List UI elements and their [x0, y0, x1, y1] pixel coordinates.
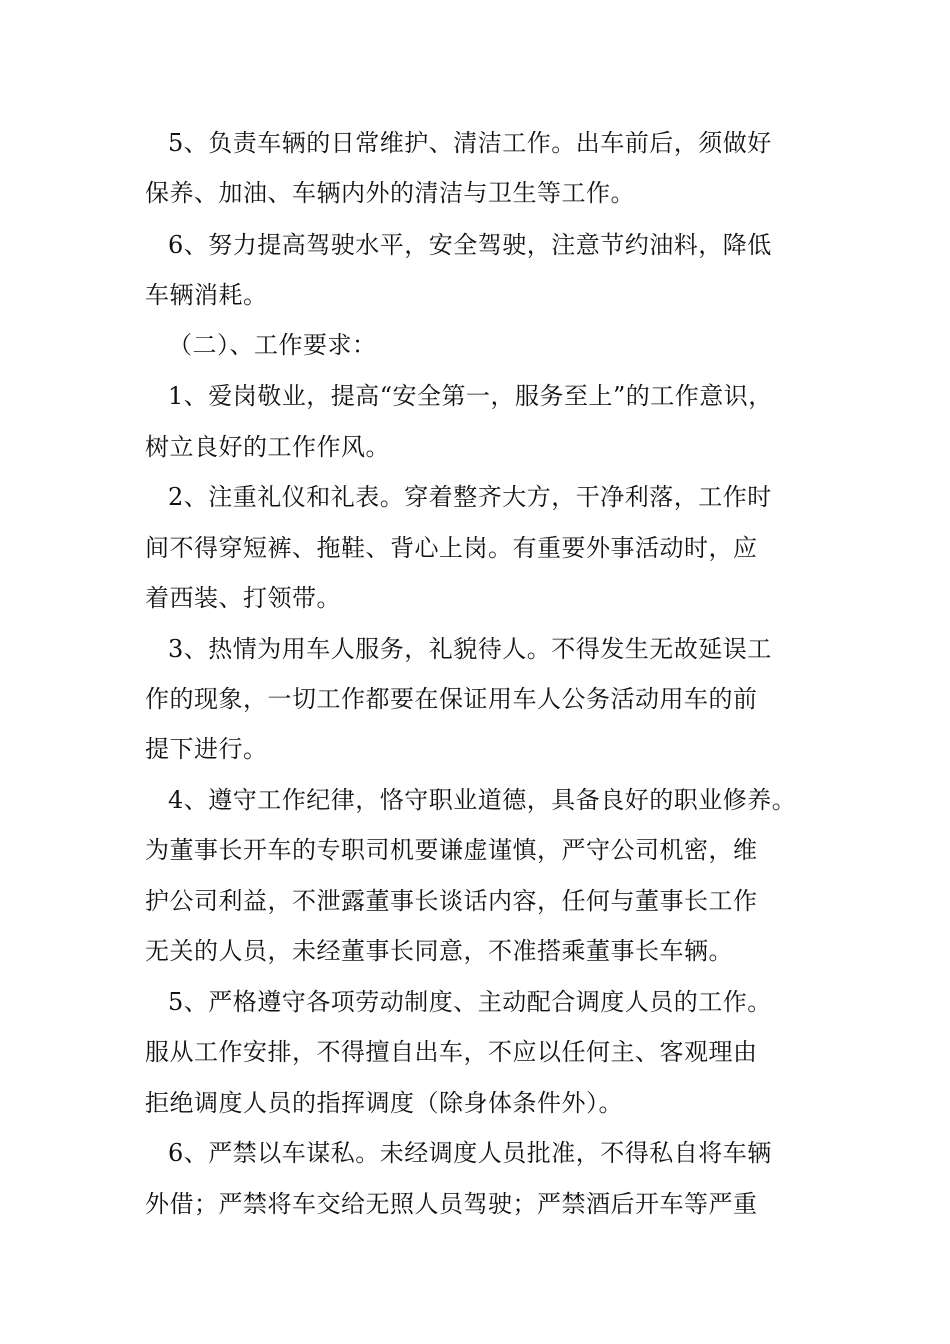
text-line: 5、严格遵守各项劳动制度、主动配合调度人员的工作。	[168, 988, 772, 1016]
text-line: 4、遵守工作纪律，恪守职业道德，具备良好的职业修养。	[168, 786, 797, 814]
text-line: 3、热情为用车人服务，礼貌待人。不得发生无故延误工	[168, 635, 772, 663]
text-line: 车辆消耗。	[145, 281, 268, 309]
text-line: 护公司利益，不泄露董事长谈话内容，任何与董事长工作	[145, 887, 758, 915]
text-line: 拒绝调度人员的指挥调度（除身体条件外）。	[145, 1089, 623, 1117]
text-line: 2、注重礼仪和礼表。穿着整齐大方，干净利落，工作时	[168, 483, 772, 511]
text-line: 5、负责车辆的日常维护、清洁工作。出车前后，须做好	[168, 129, 772, 157]
text-line: 树立良好的工作作风。	[145, 433, 390, 461]
text-line: 6、努力提高驾驶水平，安全驾驶，注意节约油料，降低	[168, 231, 772, 259]
text-line: 保养、加油、车辆内外的清洁与卫生等工作。	[145, 179, 635, 207]
text-line: 1、爱岗敬业，提高“安全第一，服务至上”的工作意识，	[168, 382, 773, 410]
text-line: 着西装、打领带。	[145, 584, 341, 612]
text-line: 为董事长开车的专职司机要谦虚谨慎，严守公司机密，维	[145, 836, 758, 864]
text-line: 外借；严禁将车交给无照人员驾驶；严禁酒后开车等严重	[145, 1190, 758, 1218]
text-line: 间不得穿短裤、拖鞋、背心上岗。有重要外事活动时，应	[145, 534, 758, 562]
text-line: 提下进行。	[145, 735, 268, 763]
text-line: 服从工作安排，不得擅自出车，不应以任何主、客观理由	[145, 1038, 758, 1066]
text-line: 作的现象，一切工作都要在保证用车人公务活动用车的前	[145, 685, 758, 713]
section-heading: （二）、工作要求：	[168, 331, 377, 359]
text-line: 6、严禁以车谋私。未经调度人员批准，不得私自将车辆	[168, 1139, 772, 1167]
text-line: 无关的人员，未经董事长同意，不准搭乘董事长车辆。	[145, 937, 733, 965]
